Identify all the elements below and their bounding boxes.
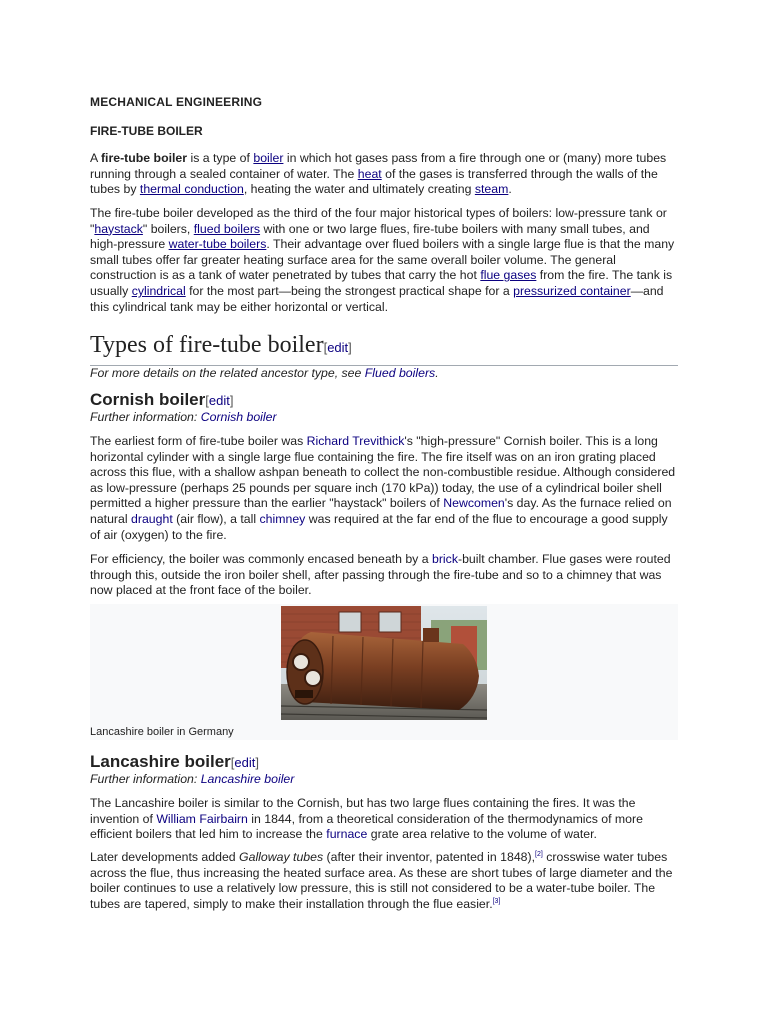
category-label: MECHANICAL ENGINEERING	[90, 95, 263, 109]
link-cornish-boiler[interactable]: Cornish boiler	[200, 410, 277, 424]
edit-section-cornish[interactable]: [edit]	[205, 393, 234, 408]
link-boiler[interactable]: boiler	[253, 151, 284, 165]
document-title: FIRE-TUBE BOILER	[90, 124, 203, 138]
link-thermal-conduction[interactable]: thermal conduction	[139, 182, 244, 197]
boiler-photo-image	[281, 606, 487, 720]
link-water-tube-boilers[interactable]: water-tube boilers	[168, 237, 267, 252]
link-cylindrical[interactable]: cylindrical	[131, 283, 186, 298]
figure-caption: Lancashire boiler in Germany	[90, 726, 234, 738]
cornish-paragraph-2: For efficiency, the boiler was commonly encased beneath by a brick-built chamber. Flue gases were routed through this, outside the iron boiler shell, after passing through the fire-tube and so to a chimney that was now placed at the front face of the boiler.	[90, 552, 671, 598]
link-brick[interactable]: brick	[432, 552, 458, 566]
section-heading-lancashire: Lancashire boiler[edit]	[90, 752, 259, 771]
intro-paragraph-2: The fire-tube boiler developed as the third of the four major historical types of boilers: low-pressure tank or "haystack" boilers, flued boilers with one or two large flues, fire-tube boilers with many small tubes, and high-pressure water-tube boilers. Their advantage over flued boilers with a single large flue is that the many small tubes offer far greater heating surface area for the same overall boiler volume. The general construction is as a tank of water penetrated by tubes that carry the hot flue gases from the fire. The tank is usually cylindrical for the most part—being the strongest practical shape for a pressurized container—and this cylindrical tank may be either horizontal or vertical.	[90, 206, 675, 314]
link-lancashire-boiler[interactable]: Lancashire boiler	[200, 772, 295, 786]
reference-2[interactable]: [2]	[535, 850, 543, 858]
section-heading-types: Types of fire-tube boiler[edit]	[90, 330, 678, 366]
link-pressurized-container[interactable]: pressurized container	[513, 283, 631, 298]
section-heading-cornish: Cornish boiler[edit]	[90, 390, 234, 409]
edit-section-types[interactable]: [edit]	[323, 340, 352, 355]
reference-3[interactable]: [3]	[492, 897, 501, 905]
link-flued-boilers-hatnote[interactable]: Flued boilers	[364, 366, 436, 380]
intro-paragraph-1: A fire-tube boiler is a type of boiler in which hot gases pass from a fire through one or (many) more tubes running through a sealed container of water. The heat of the gases is transferred through the walls of the tubes by thermal conduction, heating the water and ultimately creating steam.	[90, 151, 667, 197]
cornish-paragraph-1: The earliest form of fire-tube boiler was Richard Trevithick's "high-pressure" Cornish boiler. This is a long horizontal cylinder with a single large flue containing the fire. The fire itself was on an iron grating placed across this flue, with a shallow ashpan beneath to collect the non-combustible residue. Although considered as low-pressure (perhaps 25 pounds per square inch (170 kPa)) today, the use of a cylindrical boiler shell permitted a higher pressure than the earlier "haystack" boilers of Newcomen's day. As the furnace relied on natural draught (air flow), a tall chimney was required at the far end of the flue to encourage a good supply of air (oxygen) to the fire.	[90, 434, 676, 542]
edit-section-lancashire[interactable]: [edit]	[230, 755, 259, 770]
link-newcomen[interactable]: Newcomen	[443, 496, 505, 511]
further-info-lancashire: Further information: Lancashire boiler	[90, 772, 295, 786]
link-furnace[interactable]: furnace	[326, 827, 368, 842]
link-richard-trevithick[interactable]: Richard Trevithick	[306, 434, 405, 448]
lancashire-paragraph-2: Later developments added Galloway tubes (after their inventor, patented in 1848),[2] crosswise water tubes across the flue, thus increasing the heated surface area. As these are short tubes of large diameter and the boiler continues to use a relatively low pressure, this is still not considered to be a water-tube boiler. The tubes are tapered, simply to make their installation through the flue easier.[3]	[90, 850, 673, 911]
boiler-photo[interactable]	[281, 606, 487, 720]
link-steam[interactable]: steam	[474, 182, 509, 197]
further-info-cornish: Further information: Cornish boiler	[90, 410, 277, 424]
link-draught[interactable]: draught	[131, 511, 173, 526]
lancashire-paragraph-1: The Lancashire boiler is similar to the Cornish, but has two large flues containing the fires. It was the invention of William Fairbairn in 1844, from a theoretical consideration of the thermodynamics of more efficient boilers that led him to increase the furnace grate area relative to the volume of water.	[90, 796, 643, 842]
link-flued-boilers[interactable]: flued boilers	[193, 221, 261, 236]
link-flue-gases[interactable]: flue gases	[480, 268, 537, 283]
link-heat[interactable]: heat	[357, 166, 382, 181]
link-william-fairbairn[interactable]: William Fairbairn	[156, 811, 248, 826]
hatnote-flued: For more details on the related ancestor type, see Flued boilers.	[90, 366, 439, 380]
link-haystack[interactable]: haystack	[94, 221, 143, 236]
figure-lancashire-boiler	[90, 604, 678, 740]
link-chimney[interactable]: chimney	[259, 511, 306, 526]
